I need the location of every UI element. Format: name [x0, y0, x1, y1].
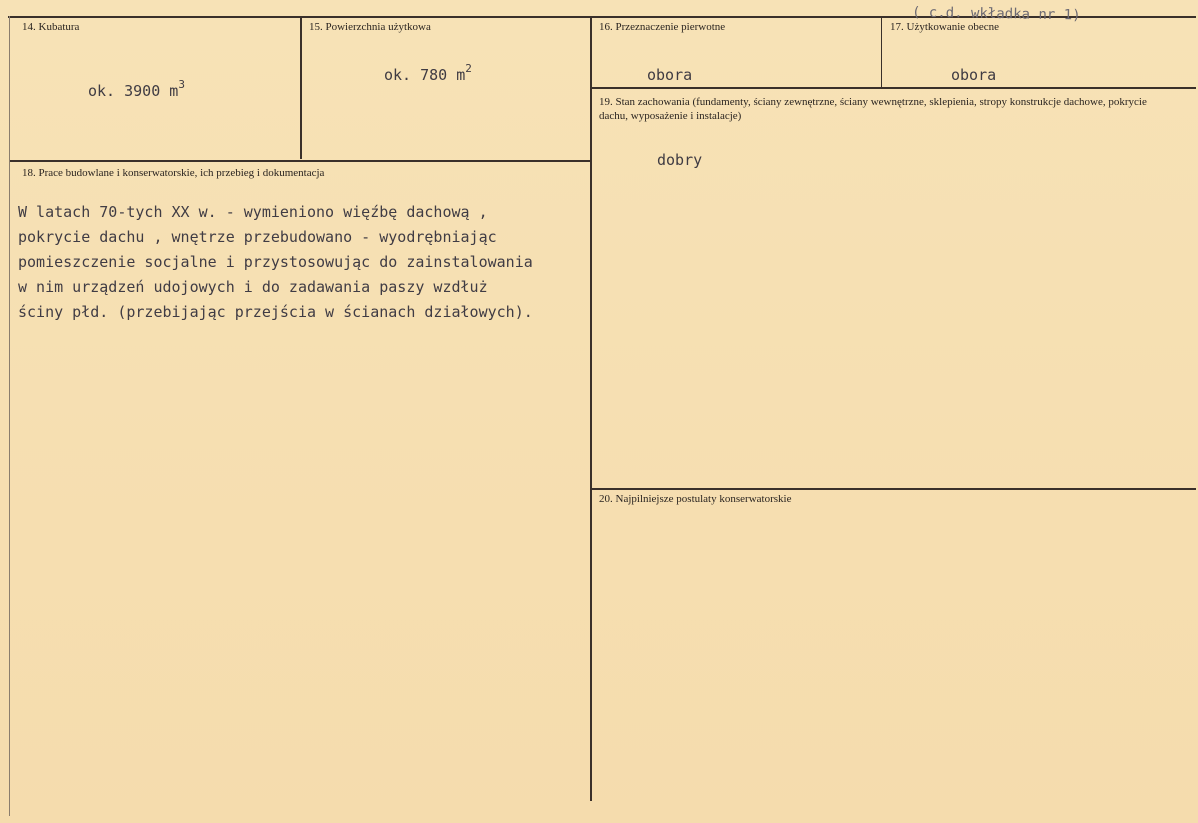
field-18-text [18, 200, 533, 325]
field-19-label: 19. Stan zachowania (fundamenty, ściany zewnętrzne, ściany wewnętrzne, sklepienia, stropy konstrukcje dachowe, pokrycie dachu, wyposażenie i instalacje) [599, 96, 1147, 122]
field-18-line-5: ściny płd. (przebijając przejścia w ścianach działowych). [18, 303, 533, 321]
field-15-unit-exponent: 2 [465, 62, 472, 75]
field-18-line-1: W latach 70-tych XX w. - wymieniono więźbę dachową , [18, 203, 488, 221]
field-18-line-3: pomieszczenie socjalne i przystosowując do zainstalowania [18, 253, 533, 271]
main-vertical-divider [590, 17, 592, 801]
field-14-label: 14. Kubatura [22, 21, 80, 33]
field-18-label: 18. Prace budowlane i konserwatorskie, ich przebieg i dokumentacja [22, 167, 325, 179]
field-17-label: 17. Użytkowanie obecne [890, 21, 1000, 33]
field-16-label: 16. Przeznaczenie pierwotne [599, 21, 726, 33]
field-15-value-text: ok. 780 m [384, 66, 466, 84]
divider-14-15 [300, 17, 302, 159]
field-20-label: 20. Najpilniejsze postulaty konserwatorskie [599, 493, 792, 505]
field-15-value [384, 62, 472, 84]
field-18-line-4: w nim urządzeń udojowych i do zadawania paszy wzdłuż [18, 278, 488, 296]
field-15-label: 15. Powierzchnia użytkowa [309, 21, 431, 33]
field-17-value: obora [951, 66, 997, 84]
field-16-value: obora [647, 66, 693, 84]
divider-above-20 [592, 488, 1196, 490]
field-19-value: dobry [657, 151, 703, 169]
divider-16-17 [881, 17, 882, 87]
field-17-continuation-note: ( c.d. wkładka nr 1) [911, 4, 1081, 24]
field-18-line-2: pokrycie dachu , wnętrze przebudowano - wyodrębniając [18, 228, 497, 246]
field-14-value-text: ok. 3900 m [88, 82, 179, 100]
divider-above-19 [592, 87, 1196, 89]
divider-above-18 [10, 160, 590, 162]
field-14-unit-exponent: 3 [178, 78, 185, 91]
field-14-value [88, 78, 185, 100]
left-border [9, 16, 10, 816]
